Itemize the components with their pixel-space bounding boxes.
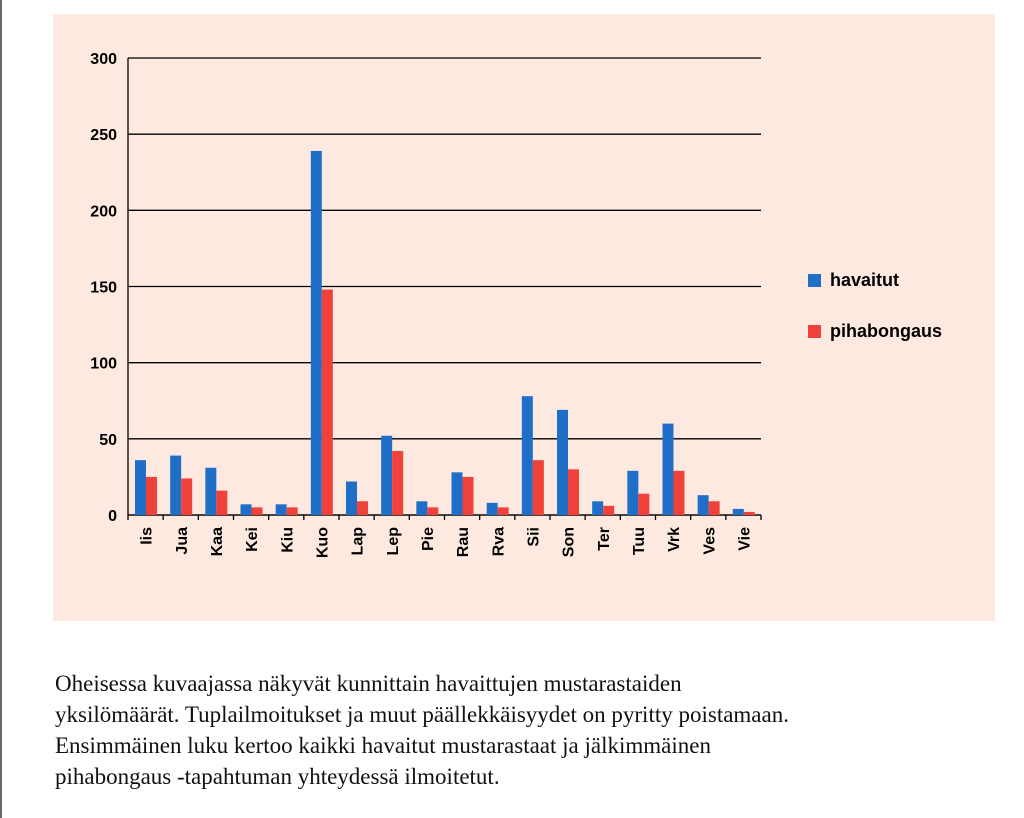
y-tick-label-50: 50	[99, 431, 117, 449]
x-tick-label-Kiu: Kiu	[279, 527, 297, 553]
legend-label-havaitut: havaitut	[830, 270, 900, 290]
bar-havaitut-Vie	[733, 509, 744, 515]
legend-swatch-pihabongaus	[808, 325, 821, 338]
bar-havaitut-Lap	[346, 481, 357, 515]
y-tick-label-100: 100	[90, 355, 117, 373]
caption-line-1: Oheisessa kuvaajassa näkyvät kunnittain havaittujen mustarastaiden	[55, 671, 682, 696]
x-tick-label-Rva: Rva	[490, 527, 508, 557]
bar-pihabongaus-Son	[568, 469, 579, 515]
bar-pihabongaus-Vrk	[674, 471, 685, 515]
x-tick-label-Pie: Pie	[419, 527, 437, 552]
y-tick-label-250: 250	[90, 127, 117, 145]
left-border-line	[0, 0, 2, 818]
caption-line-4: pihabongaus -tapahtuman yhteydessä ilmoitetut.	[55, 764, 500, 789]
x-tick-label-Iis: Iis	[138, 527, 156, 545]
bar-havaitut-Tuu	[627, 471, 638, 515]
x-tick-label-Vie: Vie	[736, 527, 754, 551]
x-tick-label-Jua: Jua	[173, 527, 191, 555]
y-tick-label-150: 150	[90, 279, 117, 297]
x-tick-label-Son: Son	[560, 527, 578, 558]
bar-pihabongaus-Lap	[357, 501, 368, 515]
chart-panel	[53, 14, 995, 621]
caption-line-3: Ensimmäinen luku kertoo kaikki havaitut mustarastaat ja jälkimmäinen	[55, 733, 711, 758]
bar-chart	[53, 14, 995, 621]
bar-havaitut-Iis	[135, 460, 146, 515]
bar-pihabongaus-Pie	[427, 507, 438, 515]
x-tick-label-Rau: Rau	[455, 527, 473, 558]
bar-havaitut-Son	[557, 410, 568, 515]
bar-havaitut-Sii	[522, 396, 533, 515]
bar-pihabongaus-Kei	[252, 507, 263, 515]
x-tick-label-Sii: Sii	[525, 527, 543, 547]
y-tick-label-300: 300	[90, 51, 117, 68]
x-tick-label-Vrk: Vrk	[666, 527, 684, 552]
x-tick-label-Ves: Ves	[701, 527, 719, 555]
bar-pihabongaus-Rau	[463, 477, 474, 515]
bar-pihabongaus-Ves	[709, 501, 720, 515]
bar-pihabongaus-Vie	[744, 512, 755, 515]
x-tick-label-Tuu: Tuu	[630, 527, 648, 556]
bar-havaitut-Kuo	[311, 151, 322, 515]
y-tick-label-0: 0	[108, 508, 117, 525]
bar-havaitut-Rva	[487, 503, 498, 515]
x-tick-label-Lep: Lep	[384, 527, 402, 556]
bar-havaitut-Ves	[698, 495, 709, 515]
bar-havaitut-Kei	[241, 504, 252, 515]
bar-pihabongaus-Rva	[498, 507, 509, 515]
x-tick-label-Kaa: Kaa	[208, 527, 226, 557]
x-tick-label-Kuo: Kuo	[314, 527, 332, 559]
bar-pihabongaus-Kiu	[287, 507, 298, 515]
chart-caption	[55, 668, 1015, 792]
bar-havaitut-Lep	[381, 436, 392, 515]
legend-label-pihabongaus: pihabongaus	[830, 321, 942, 341]
bar-havaitut-Jua	[170, 456, 181, 515]
bar-havaitut-Vrk	[663, 424, 674, 515]
bar-pihabongaus-Jua	[181, 478, 192, 515]
x-tick-label-Ter: Ter	[595, 527, 613, 551]
bar-pihabongaus-Tuu	[638, 494, 649, 515]
bar-pihabongaus-Kaa	[216, 491, 227, 515]
bar-pihabongaus-Kuo	[322, 290, 333, 515]
bar-havaitut-Pie	[416, 501, 427, 515]
legend-swatch-havaitut	[808, 274, 821, 287]
bar-havaitut-Kaa	[205, 468, 216, 515]
bar-pihabongaus-Ter	[603, 506, 614, 515]
bar-havaitut-Kiu	[276, 504, 287, 515]
bar-pihabongaus-Iis	[146, 477, 157, 515]
x-tick-label-Kei: Kei	[244, 527, 262, 552]
y-tick-label-200: 200	[90, 203, 117, 221]
bar-pihabongaus-Lep	[392, 451, 403, 515]
x-tick-label-Lap: Lap	[349, 527, 367, 556]
bar-pihabongaus-Sii	[533, 460, 544, 515]
caption-line-2: yksilömäärät. Tuplailmoitukset ja muut päällekkäisyydet on pyritty poistamaan.	[55, 702, 789, 727]
bar-havaitut-Ter	[592, 501, 603, 515]
bar-havaitut-Rau	[452, 472, 463, 515]
